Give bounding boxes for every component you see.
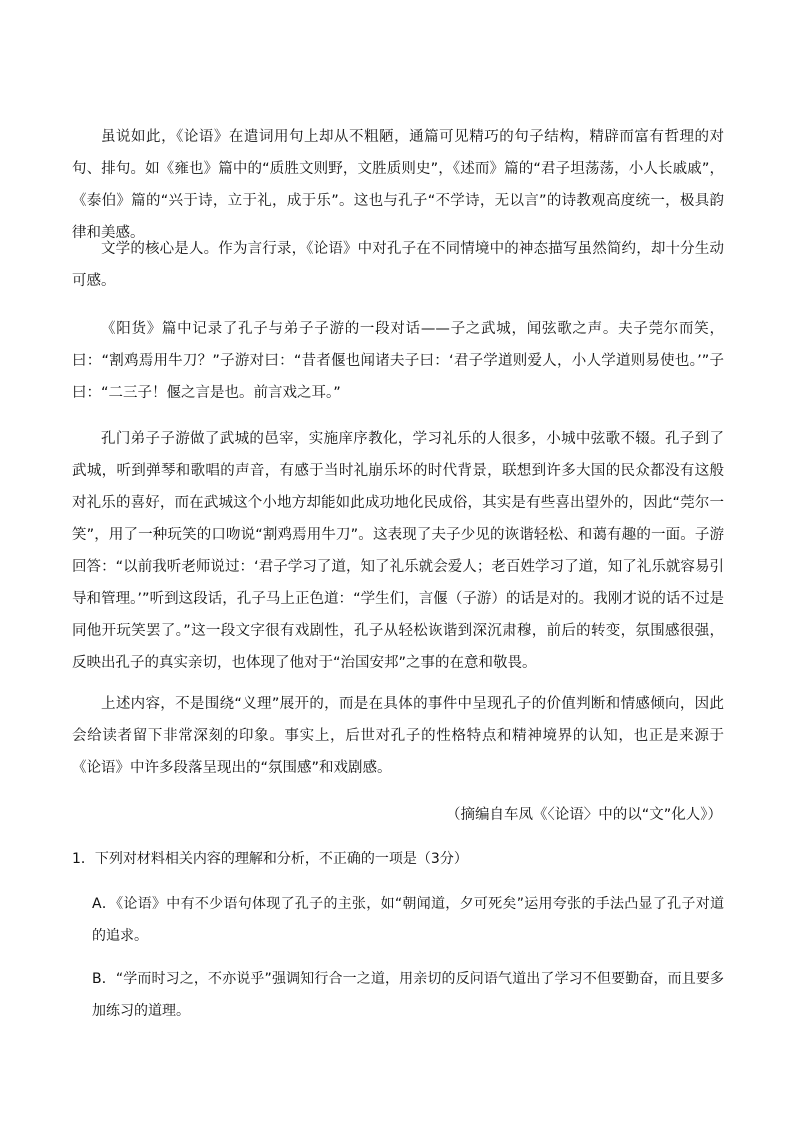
question-1-option-b: B．“学而时习之，不亦说乎”强调知行合一之道，用亲切的反问语气道出了学习不但要勤奋，而且要多加练习的道理。 [92, 971, 724, 1019]
passage-paragraph-4: 孔门弟子子游做了武城的邑宰，实施庠序教化，学习礼乐的人很多，小城中弦歌不辍。孔子到了武城，听到弹琴和歌唱的声音，有感于当时礼崩乐坏的时代背景，联想到许多大国的民众都没有这般对礼乐的喜好，而在武城这个小地方却能如此成功地化民成俗，其实是有些喜出望外的，因此“莞尔一笑”，用了一种玩笑的口吻说“割鸡焉用牛刀”。这表现了夫子少见的诙谐轻松、和蔼有趣的一面。子游回答：“以前我听老师说过：‘君子学习了道，知了礼乐就会爱人；老百姓学习了道，知了礼乐就容易引导和管理。’”听到这段话，孔子马上正色道：“学生们，言偃（子游）的话是对的。我刚才说的话不过是同他开玩笑罢了。”这一段文字很有戏剧性，孔子从轻松诙谐到深沉肃穆，前后的转变，氛围感很强，反映出孔子的真实亲切，也体现了他对于“治国安邦”之事的在意和敬畏。 [72, 431, 724, 671]
passage-source-citation: （摘编自车凤《〈论语〉中的以“文”化人》） [445, 807, 722, 823]
passage-paragraph-3: 《阳货》篇中记录了孔子与弟子子游的一段对话——子之武城，闻弦歌之声。夫子莞尔而笑，曰：“割鸡焉用牛刀？”子游对曰：“昔者偃也闻诸夫子曰：‘君子学道则爱人，小人学道则易使也。’”子曰：“二三子！偃之言是也。前言戏之耳。” [72, 321, 724, 401]
passage-paragraph-2: 文学的核心是人。作为言行录，《论语》中对孔子在不同情境中的神态描写虽然简约，却十分生动可感。 [72, 241, 724, 289]
passage-paragraph-1: 虽说如此，《论语》在遣词用句上却从不粗陋，通篇可见精巧的句子结构，精辟而富有哲理的对句、排句。如《雍也》篇中的“质胜文则野，文胜质则史”，《述而》篇的“君子坦荡荡，小人长戚戚”，《泰伯》篇的“兴于诗，立于礼，成于乐”。这也与孔子“不学诗，无以言”的诗教观高度统一，极具韵律和美感。 [72, 129, 724, 241]
passage-paragraph-5: 上述内容，不是围绕“义理”展开的，而是在具体的事件中呈现孔子的价值判断和情感倾向，因此会给读者留下非常深刻的印象。事实上，后世对孔子的性格特点和精神境界的认知，也正是来源于《论语》中许多段落呈现出的“氛围感”和戏剧感。 [72, 696, 724, 776]
question-1-option-a: A．《论语》中有不少语句体现了孔子的主张，如“朝闻道，夕可死矣”运用夸张的手法凸显了孔子对道的追求。 [92, 896, 724, 944]
question-1-stem: 1．下列对材料相关内容的理解和分析，不正确的一项是（3分） [72, 851, 468, 867]
